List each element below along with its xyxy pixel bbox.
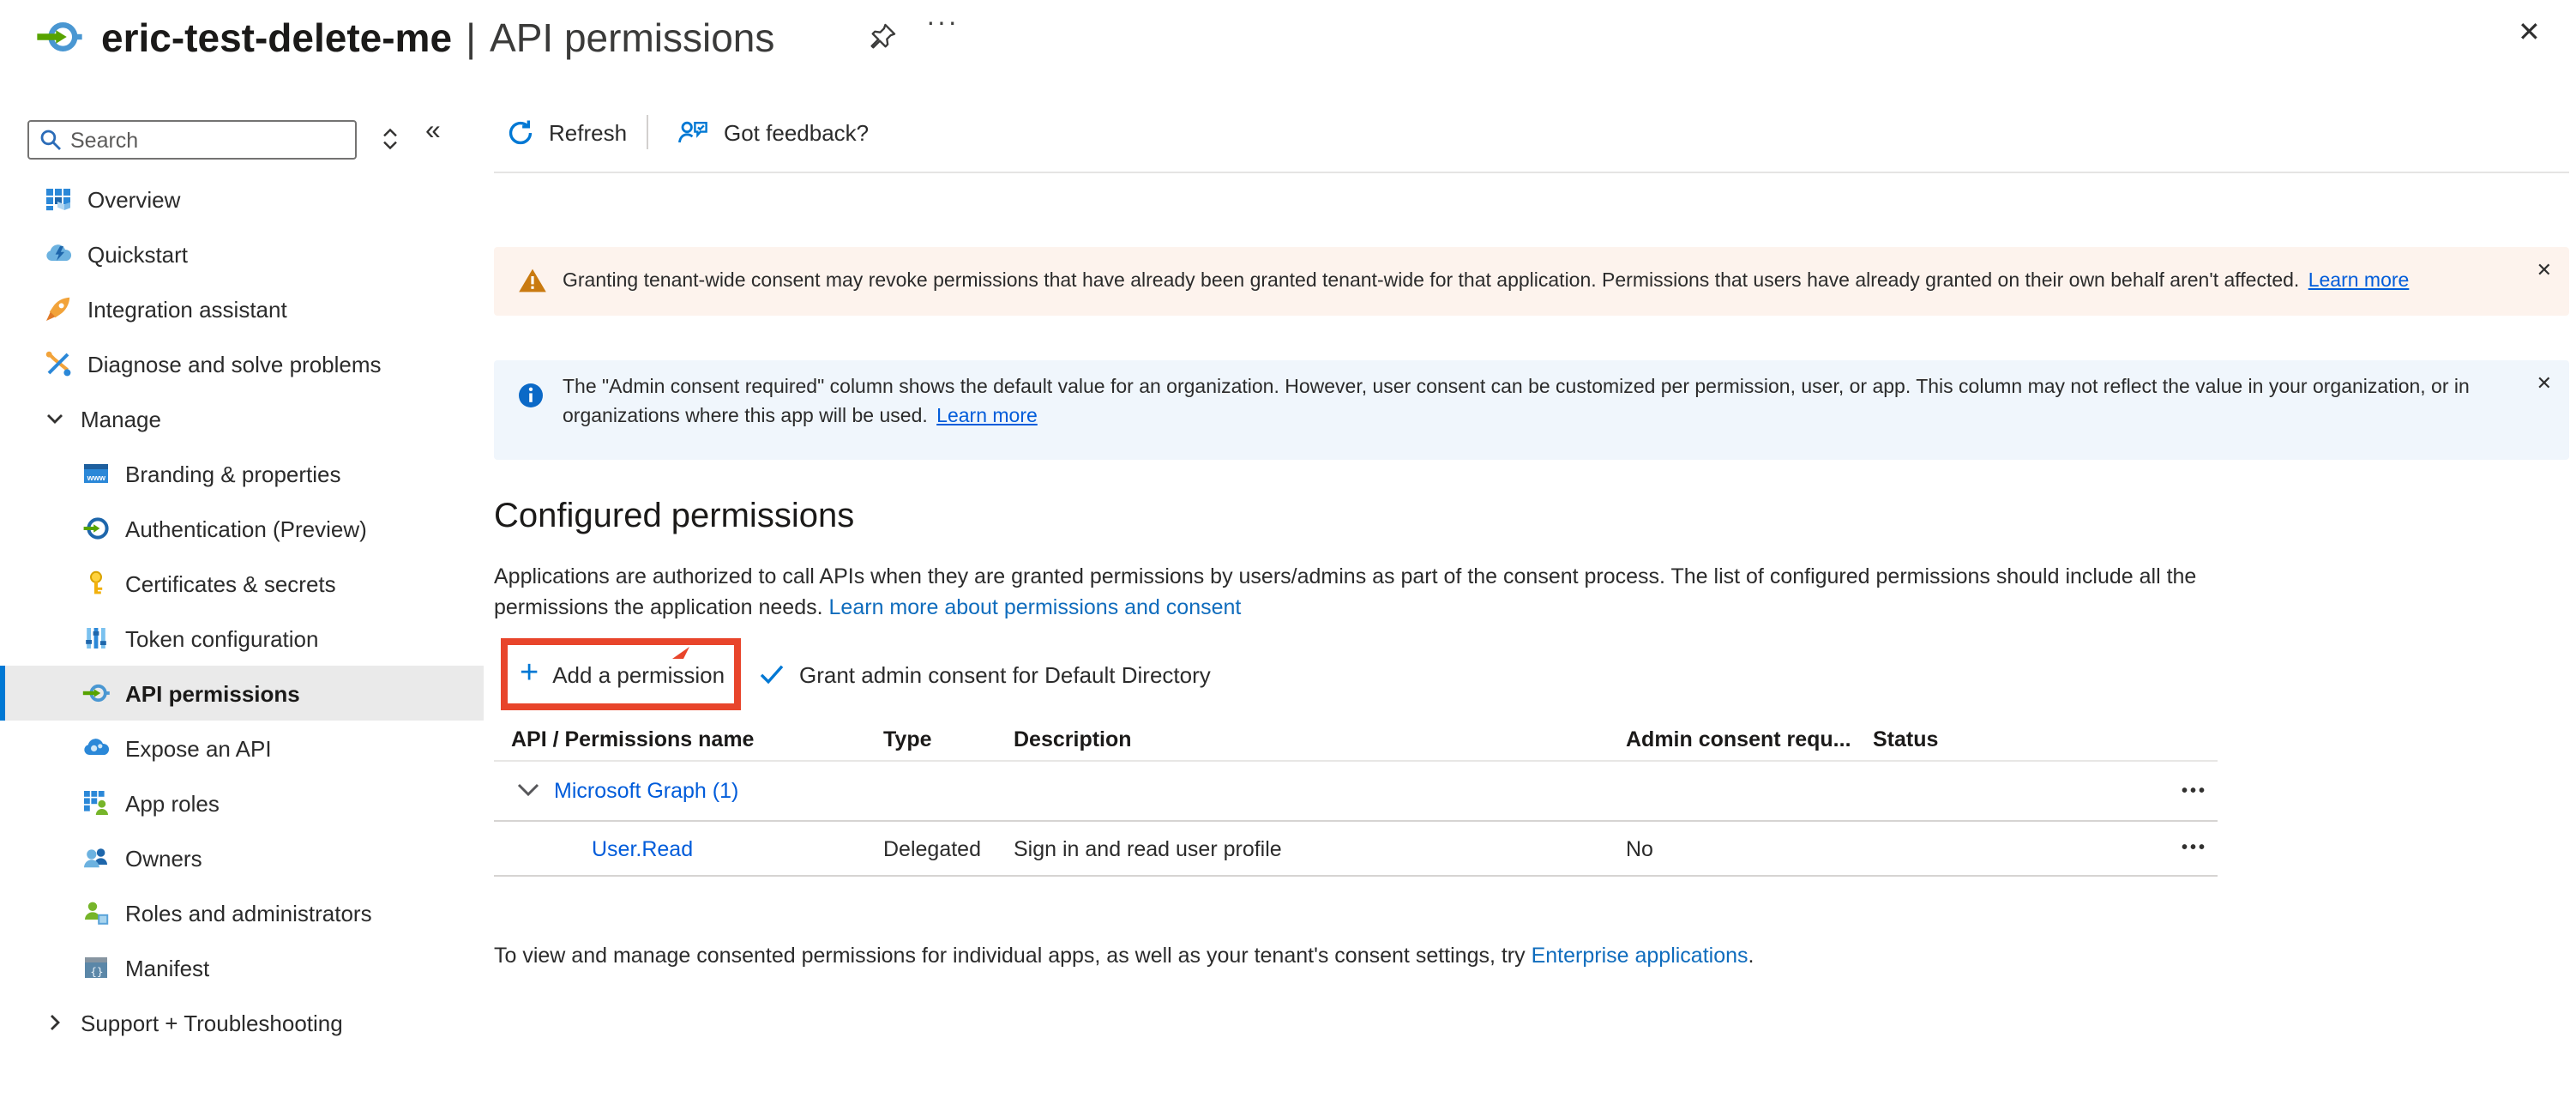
sidebar-item-api-permissions[interactable] (0, 666, 484, 721)
sidebar-item-integration-assistant[interactable] (0, 281, 484, 336)
refresh-button[interactable] (506, 113, 627, 151)
sidebar-item-certificates-secrets[interactable] (0, 556, 484, 611)
svg-text:www: www (87, 474, 106, 482)
sidebar-item-label: Roles and administrators (125, 900, 372, 926)
permission-description-cell: Sign in and read user profile (1014, 836, 1282, 860)
annotation-arrow (672, 647, 689, 659)
sidebar-item-token-configuration[interactable] (0, 611, 484, 666)
sidebar-item-label: Overview (87, 186, 181, 212)
sidebar-item-label: Certificates & secrets (125, 570, 336, 596)
plus-icon: + (520, 655, 539, 691)
feedback-icon (677, 118, 710, 146)
sidebar-item-roles-administrators[interactable] (0, 885, 484, 940)
roles-administrators-icon (82, 899, 110, 926)
info-close-button[interactable]: ✕ (2536, 374, 2552, 395)
column-header-api-permissions-name: API / Permissions name (511, 727, 755, 751)
table-header-row (494, 719, 2218, 762)
updown-chevrons-icon (379, 127, 401, 151)
microsoft-graph-link[interactable]: Microsoft Graph (1) (554, 779, 739, 803)
collapse-sidebar-button[interactable]: « (425, 117, 441, 146)
sidebar-item-label: App roles (125, 790, 220, 816)
info-learn-more-link[interactable]: Learn more (936, 407, 1038, 427)
app-name: eric-test-delete-me (101, 15, 453, 60)
token-configuration-icon (82, 624, 110, 652)
refresh-icon (506, 118, 535, 147)
permissions-table (494, 719, 2218, 877)
sidebar-group-label: Support + Troubleshooting (81, 1010, 343, 1035)
svg-text:{}: {} (90, 965, 104, 979)
column-header-status: Status (1873, 727, 1939, 751)
sidebar-item-manifest[interactable] (0, 940, 484, 995)
sidebar-item-expose-api[interactable] (0, 721, 484, 775)
sidebar-group-support[interactable] (0, 995, 484, 1050)
sidebar-item-label: Diagnose and solve problems (87, 351, 382, 377)
permission-type-cell: Delegated (883, 836, 981, 860)
sidebar-item-label: API permissions (125, 680, 300, 706)
api-permissions-app-icon (36, 14, 82, 60)
sidebar-item-label: Branding & properties (125, 461, 341, 486)
column-header-description: Description (1014, 727, 1132, 751)
branding-icon (82, 460, 110, 487)
sidebar-item-branding[interactable] (0, 446, 484, 501)
grant-admin-consent-label: Grant admin consent for Default Directory (799, 661, 1211, 687)
column-header-type: Type (883, 727, 932, 751)
group-more-button[interactable]: ••• (2181, 781, 2207, 800)
manifest-icon (82, 954, 110, 981)
permission-name-cell (511, 836, 883, 860)
sidebar-item-app-roles[interactable] (0, 775, 484, 830)
expand-group-chevron[interactable] (516, 782, 540, 799)
sidebar-item-label: Manifest (125, 955, 210, 980)
feedback-button[interactable] (677, 113, 869, 151)
search-input[interactable] (70, 128, 348, 152)
pin-button[interactable] (868, 22, 897, 51)
section-title: Configured permissions (494, 498, 855, 535)
blade-name: API permissions (490, 15, 775, 60)
toolbar-divider (647, 115, 648, 149)
sidebar-nav (0, 172, 484, 1050)
enterprise-applications-link[interactable]: Enterprise applications (1531, 944, 1748, 968)
sidebar-group-manage[interactable] (0, 391, 484, 446)
sidebar-item-label: Authentication (Preview) (125, 516, 367, 541)
user-read-link[interactable]: User.Read (592, 836, 694, 860)
permission-admin-consent-cell: No (1626, 836, 1653, 860)
chevron-right-icon (45, 1012, 65, 1033)
quickstart-icon (45, 240, 72, 268)
authentication-icon (82, 515, 110, 542)
expose-api-icon (82, 734, 110, 762)
overview-icon (45, 185, 72, 213)
pin-icon (868, 22, 897, 51)
search-icon (39, 129, 62, 151)
info-text: The "Admin consent required" column shows the default value for an organization. However, user consent can be customized per permission, user, or app. This column may not reflect the value in your organization, or in organizations where this app will be used. Learn more (563, 377, 2470, 427)
close-blade-button[interactable]: ✕ (2518, 19, 2541, 48)
sidebar-item-label: Integration assistant (87, 296, 287, 322)
expand-collapse-all-button[interactable] (379, 127, 401, 151)
sidebar-item-label: Expose an API (125, 735, 272, 761)
info-icon (518, 383, 544, 408)
check-icon (760, 664, 784, 685)
sidebar-item-label: Token configuration (125, 625, 319, 651)
sidebar-item-owners[interactable] (0, 830, 484, 885)
warning-close-button[interactable]: ✕ (2536, 261, 2552, 281)
section-description: Applications are authorized to call APIs when they are granted permissions by users/admins as part of the consent process. The list of configured permissions should include all the permissions the application needs. Learn more about permissions and consent (494, 564, 2197, 619)
sidebar-group-label: Manage (81, 406, 161, 431)
refresh-label: Refresh (549, 119, 628, 145)
owners-icon (82, 844, 110, 872)
grant-admin-consent-button[interactable] (760, 638, 1211, 710)
header-more-button[interactable]: ··· (926, 9, 959, 38)
add-permission-label: Add a permission (552, 661, 725, 687)
app-roles-icon (82, 789, 110, 817)
warning-banner (494, 247, 2569, 316)
chevron-down-icon (45, 408, 65, 429)
title-separator: | (466, 15, 477, 60)
sidebar-item-overview[interactable] (0, 172, 484, 226)
sidebar-item-label: Owners (125, 845, 202, 871)
sidebar-item-authentication[interactable] (0, 501, 484, 556)
sidebar-item-diagnose[interactable] (0, 336, 484, 391)
column-header-admin-consent: Admin consent requ... (1626, 727, 1851, 751)
certificates-icon (82, 570, 110, 597)
warning-icon (518, 268, 547, 293)
table-permission-row (494, 822, 2218, 877)
row-more-button[interactable]: ••• (2181, 839, 2207, 858)
api-permissions-icon (82, 679, 110, 707)
integration-assistant-icon (45, 295, 72, 323)
page-title (101, 15, 774, 62)
feedback-label: Got feedback? (724, 119, 870, 145)
info-banner (494, 360, 2569, 460)
add-permission-button[interactable] (508, 645, 734, 703)
warning-learn-more-link[interactable]: Learn more (2308, 271, 2410, 292)
table-group-row (494, 762, 2218, 822)
page-footer: To view and manage consented permissions for individual apps, as well as your tenant's consent settings, try Enterprise applications. (494, 944, 1754, 968)
diagnose-icon (45, 350, 72, 377)
sidebar-item-label: Quickstart (87, 241, 189, 267)
sidebar-search (27, 120, 357, 160)
toolbar-underline (494, 172, 2569, 173)
annotation-highlight (501, 638, 741, 710)
sidebar-item-quickstart[interactable] (0, 226, 484, 281)
warning-text: Granting tenant-wide consent may revoke permissions that have already been granted tenant-wide for that application. Permissions that users have already granted on their own behalf aren't affected. Learn more (563, 271, 2410, 292)
permissions-consent-link[interactable]: Learn more about permissions and consent (828, 595, 1242, 619)
